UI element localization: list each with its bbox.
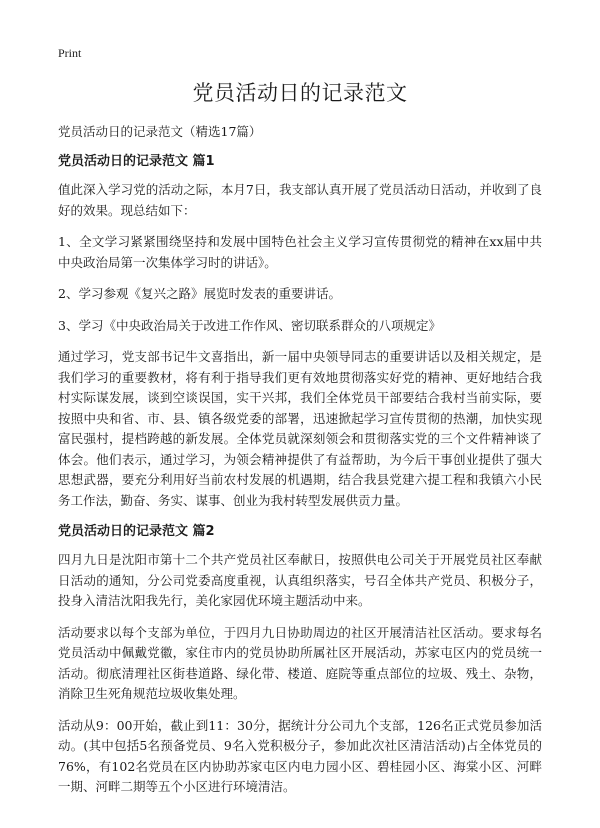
page-title: 党员活动日的记录范文 [192,81,408,105]
section-2 [58,522,542,798]
section-heading: 党员活动日的记录范文 篇1 [58,154,215,169]
document-subtitle: 党员活动日的记录范文（精选17篇） [58,124,262,139]
section-1 [58,152,542,511]
paragraph: 四月九日是沈阳市第十二个共产党员社区奉献日，按照供电公司关于开展党员社区奉献日活动的通知，分公司党委高度重视，认真组织落实，号召全体共产党员、积极分子，投身入清洁沈阳我先行，美化家园优环境主题活动中来。 [58,552,542,608]
paragraph: 活动要求以每个支部为单位，于四月九日协助周边的社区开展清洁社区活动。要求每名党员活动中佩戴党徽，家住市内的党员协助所属社区开展活动，苏家屯区内的党员统一活动。彻底清理社区街巷道路、绿化带、楼道、庭院等重点部位的垃圾、残土、杂物，消除卫生死角规范垃圾收集处理。 [58,624,542,701]
print-link[interactable]: Print [58,46,82,60]
paragraph: 值此深入学习党的活动之际，本月7日，我支部认真开展了党员活动日活动，并收到了良好的效果。现总结如下： [58,182,542,218]
paragraph: 3、学习《中央政治局关于改进工作作风、密切联系群众的八项规定》 [58,317,441,333]
paragraph: 1、全文学习紧紧围绕坚持和发展中国特色社会主义学习宣传贯彻党的精神在xx届中共中央政治局第一次集体学习时的讲话》。 [58,234,542,270]
section-heading: 党员活动日的记录范文 篇2 [58,524,215,539]
paragraph: 活动从9：00开始，截止到11：30分，据统计分公司九个支部，126名正式党员参加活动。(其中包括5名预备党员、9名入党积极分子，参加此次社区清洁活动)占全体党员的76%，有102名党员在区内协助苏家屯区内电力园小区、碧桂园小区、海棠小区、河畔一期、河畔二期等五个小区进行环境清洁。 [58,717,542,794]
paragraph: 2、学习参观《复兴之路》展览时发表的重要讲话。 [58,286,341,301]
paragraph: 通过学习，党支部书记牛文喜指出，新一届中央领导同志的重要讲话以及相关规定，是我们学习的重要教材，将有利于指导我们更有效地贯彻落实好党的精神、更好地结合我村实际谋发展，谈到空谈误国，实干兴邦，我们全体党员干部要结合我村当前实际，要按照中央和省、市、县、镇各级党委的部署，迅速掀起学习宣传贯彻的热潮，加快实现富民强村，提档跨越的新发展。全体党员就深刻领会和贯彻落实党的三个文件精神谈了体会。他们表示，通过学习，为领会精神提供了有益帮助，为今后干事创业提供了强大思想武器，要充分利用好当前农村发展的机遇期，结合我县党建六提工程和我镇六小民务工作法，勤奋、务实、谋事、创业为我村转型发展供贡力量。 [58,349,542,508]
